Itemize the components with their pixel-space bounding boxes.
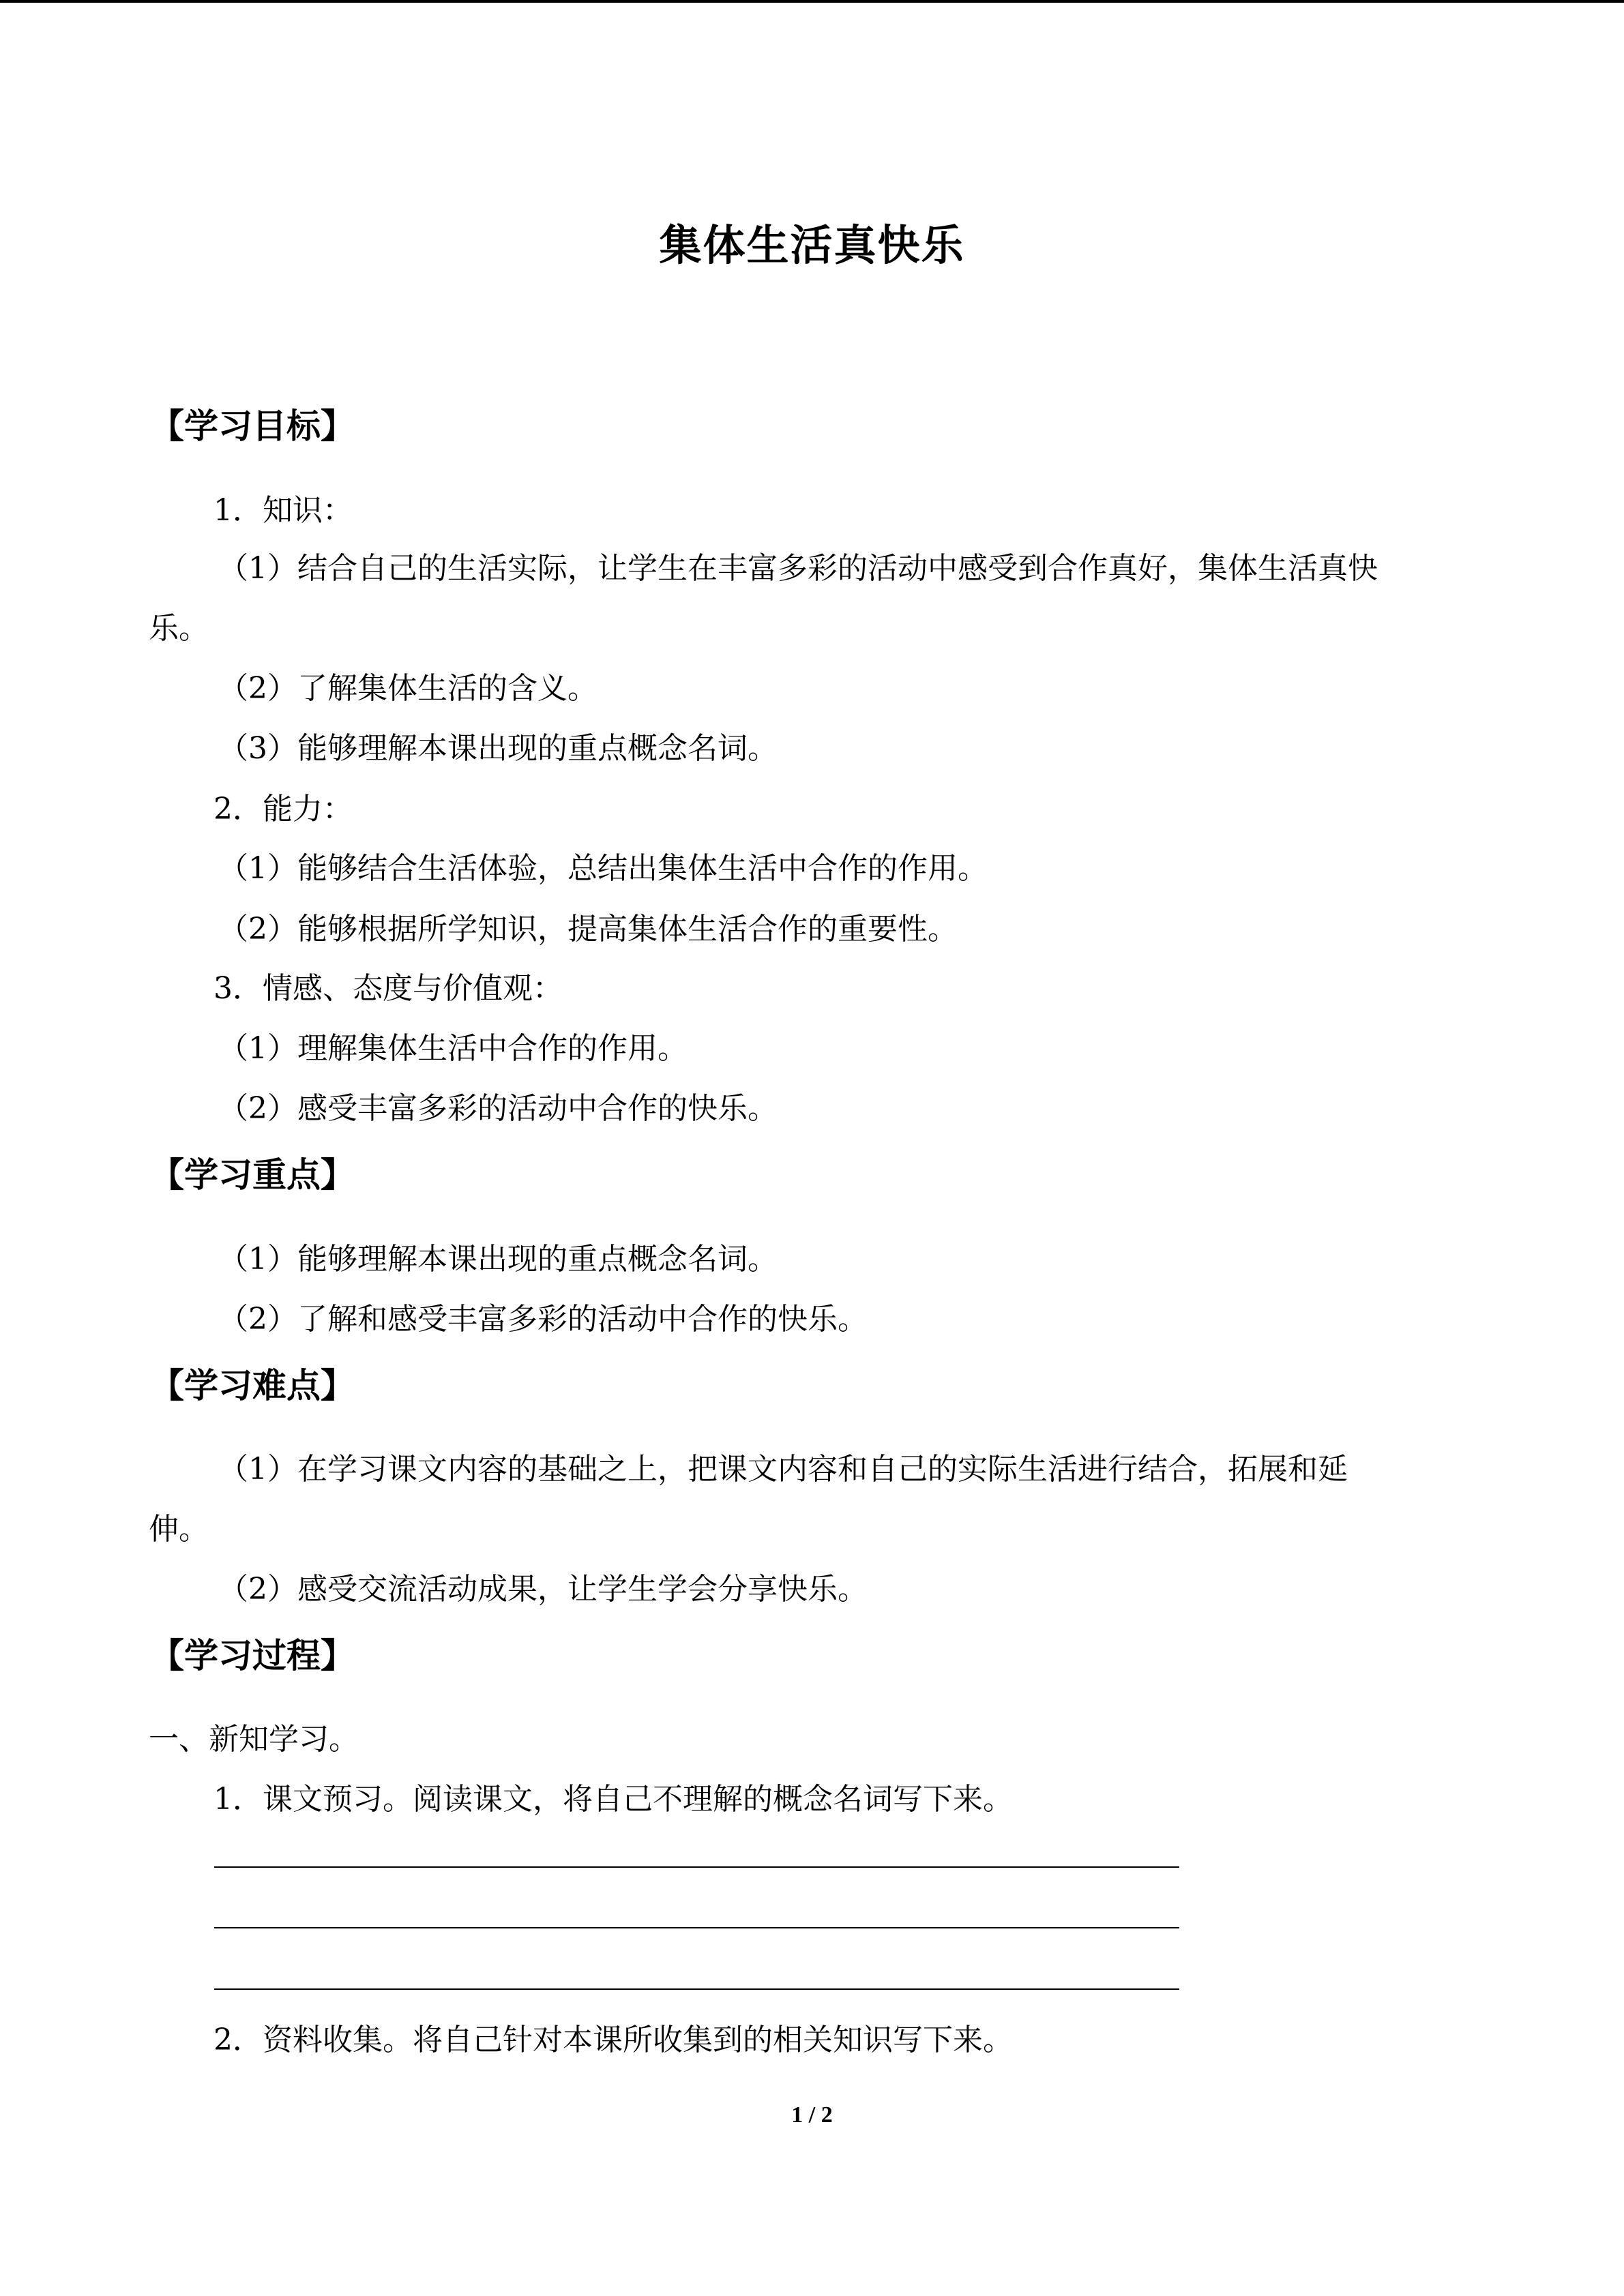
key-point-2: （2）了解和感受丰富多彩的活动中合作的快乐。 — [218, 1302, 868, 1337]
difficulty-1-line2: 伸。 — [149, 1512, 209, 1547]
knowledge-item-1-line1: （1）结合自己的生活实际，让学生在丰富多彩的活动中感受到合作真好，集体生活真快 — [218, 551, 1378, 586]
knowledge-item-1-line2: 乐。 — [149, 611, 209, 646]
top-border — [0, 0, 1624, 3]
values-item-1: （1）理解集体生活中合作的作用。 — [218, 1031, 688, 1066]
knowledge-item-2: （2）了解集体生活的含义。 — [218, 671, 597, 706]
process-part-1: 一、新知学习。 — [149, 1722, 359, 1757]
section-heading-difficulties: 【学习难点】 — [150, 1366, 355, 1405]
knowledge-label: 1．知识： — [213, 493, 353, 528]
knowledge-item-3: （3）能够理解本课出现的重点概念名词。 — [218, 731, 778, 766]
page-title: 集体生活真快乐 — [659, 220, 965, 270]
section-heading-process: 【学习过程】 — [150, 1636, 355, 1675]
values-label: 3．情感、态度与价值观： — [213, 971, 563, 1006]
difficulty-2: （2）感受交流活动成果，让学生学会分享快乐。 — [218, 1572, 868, 1607]
page-number: 1 / 2 — [791, 2102, 833, 2128]
answer-line-2[interactable] — [214, 1927, 1179, 1928]
ability-item-1: （1）能够结合生活体验，总结出集体生活中合作的作用。 — [218, 851, 988, 886]
difficulty-1-line1: （1）在学习课文内容的基础之上，把课文内容和自己的实际生活进行结合，拓展和延 — [218, 1452, 1348, 1487]
process-step-2: 2．资料收集。将自己针对本课所收集到的相关知识写下来。 — [213, 2023, 1013, 2057]
ability-item-2: （2）能够根据所学知识，提高集体生活合作的重要性。 — [218, 912, 958, 946]
answer-line-3[interactable] — [214, 1988, 1179, 1990]
answer-line-1[interactable] — [214, 1866, 1179, 1868]
values-item-2: （2）感受丰富多彩的活动中合作的快乐。 — [218, 1091, 778, 1126]
key-point-1: （1）能够理解本课出现的重点概念名词。 — [218, 1242, 778, 1277]
section-heading-key-points: 【学习重点】 — [150, 1155, 355, 1195]
section-heading-goals: 【学习目标】 — [150, 406, 355, 446]
process-step-1: 1．课文预习。阅读课文，将自己不理解的概念名词写下来。 — [213, 1782, 1013, 1817]
ability-label: 2．能力： — [213, 792, 353, 826]
